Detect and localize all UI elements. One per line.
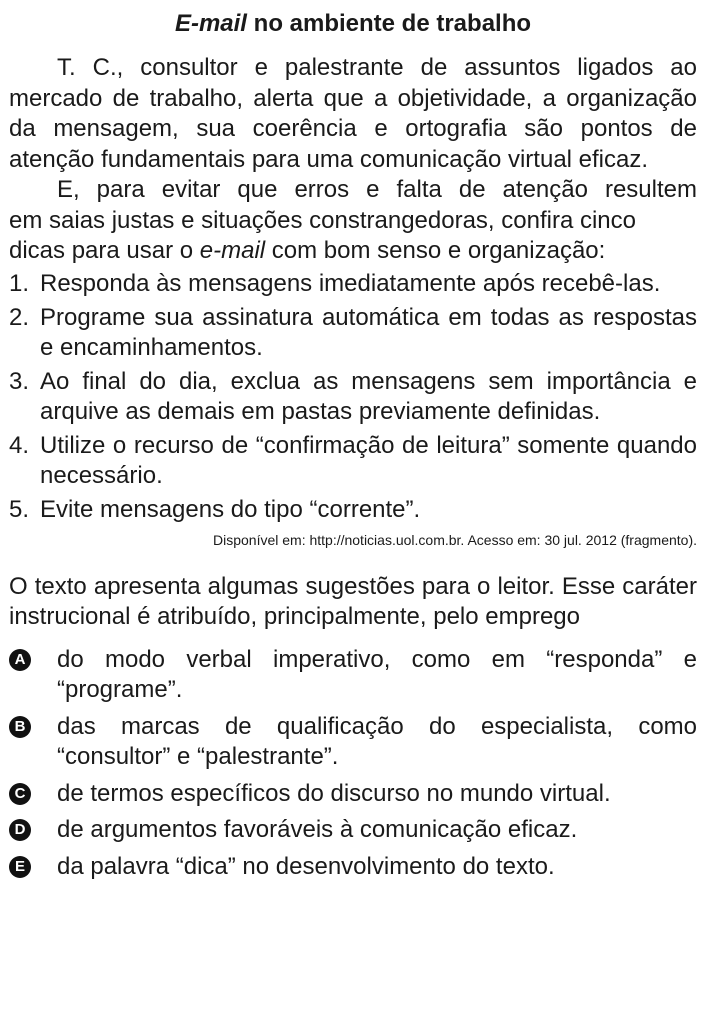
article-paragraph-2-line-1: E, para evitar que erros e falta de atenção resultem (57, 176, 697, 203)
tip-text: Responda às mensagens imediatamente após recebê-las. (40, 269, 661, 297)
tip-text: Utilize o recurso de “confirmação de leitura” somente quando necessário. (40, 431, 697, 489)
intro-text-pre: dicas para usar o (9, 237, 200, 264)
tip-number: 5. (9, 495, 30, 523)
answer-options (9, 645, 697, 883)
article-paragraph-2-line-2: em saias justas e situações constrangedoras, confira cinco (9, 206, 636, 234)
article-paragraph-2-line-3 (9, 236, 697, 267)
article-paragraph-1: T. C., consultor e palestrante de assuntos ligados ao mercado de trabalho, alerta que a objetividade, a organização da mensagem, sua coerência e ortografia são pontos de atenção fundamentais para uma comunicação virtual eficaz. (9, 54, 697, 173)
article-title (9, 8, 697, 40)
tip-item (9, 431, 697, 491)
option-text: da palavra “dica” no desenvolvimento do texto. (57, 852, 555, 880)
tip-item (9, 303, 697, 363)
answer-option-d[interactable] (9, 815, 697, 846)
article-title-emphasis: E-mail (174, 10, 247, 37)
answer-option-a[interactable] (9, 645, 697, 706)
option-text: de argumentos favoráveis à comunicação eficaz. (57, 816, 578, 843)
tip-item (9, 367, 697, 427)
tips-list (9, 269, 697, 525)
tip-number: 1. (9, 269, 30, 297)
tip-number: 3. (9, 367, 30, 395)
intro-text-post: com bom senso e organização: (265, 237, 606, 264)
option-letter-badge: D (9, 819, 31, 841)
option-text: do modo verbal imperativo, como em “responda” e “programe”. (57, 645, 697, 703)
question-stem: O texto apresenta algumas sugestões para o leitor. Esse caráter instrucional é atribuído, principalmente, pelo emprego (9, 572, 697, 630)
tip-number: 4. (9, 431, 30, 459)
option-letter-badge: C (9, 783, 31, 805)
article-title-rest: no ambiente de trabalho (246, 10, 532, 37)
tip-text: Ao final do dia, exclua as mensagens sem importância e arquive as demais em pastas previamente definidas. (40, 367, 697, 425)
option-letter-badge: A (9, 649, 31, 671)
answer-option-c[interactable] (9, 779, 697, 810)
tip-text: Programe sua assinatura automática em todas as respostas e encaminhamentos. (40, 303, 697, 361)
tip-item (9, 269, 697, 299)
tip-number: 2. (9, 303, 30, 331)
answer-option-b[interactable] (9, 712, 697, 773)
tip-text: Evite mensagens do tipo “corrente”. (40, 495, 421, 523)
option-letter-badge: B (9, 716, 31, 738)
source-citation: Disponível em: http://noticias.uol.com.br. Acesso em: 30 jul. 2012 (fragmento). (212, 531, 697, 548)
option-text: de termos específicos do discurso no mundo virtual. (57, 779, 611, 807)
intro-text-emphasis: e-mail (199, 237, 266, 264)
tip-item (9, 495, 697, 525)
option-letter-badge: E (9, 856, 31, 878)
answer-option-e[interactable] (9, 852, 697, 883)
option-text: das marcas de qualificação do especialista, como “consultor” e “palestrante”. (57, 712, 697, 770)
